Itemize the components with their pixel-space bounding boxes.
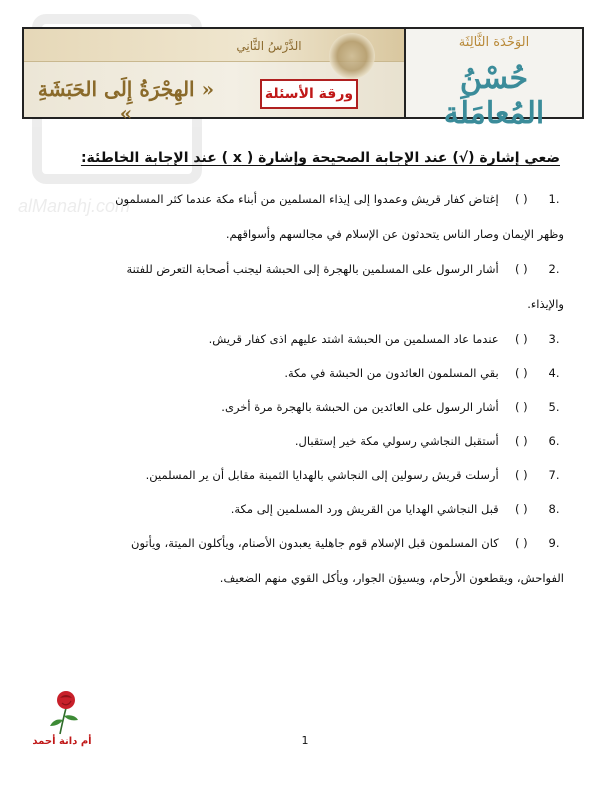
question-number: .5: [548, 400, 560, 414]
answer-blank[interactable]: ( ): [515, 192, 528, 206]
answer-blank[interactable]: ( ): [515, 502, 528, 516]
question-number: .2: [548, 262, 560, 276]
question-text: كان المسلمون قبل الإسلام قوم جاهلية يعبدون الأصنام، ويأكلون الميتة، ويأتون: [131, 536, 499, 550]
author-signature: أم دانة أحمد: [32, 736, 92, 747]
answer-blank[interactable]: ( ): [515, 366, 528, 380]
question-text: أستقبل النجاشي رسولي مكة خير إستقبال.: [294, 434, 499, 448]
unit-label: الوَحْدَة الثَّالِثَة: [458, 35, 530, 50]
question-8: [30, 492, 564, 526]
lesson-header: [22, 27, 584, 131]
question-9-continuation: الفواحش، ويقطعون الأرحام، ويسيؤن الجوار، ويأكل القوي منهم الضعيف.: [219, 571, 564, 585]
question-5: [30, 390, 564, 424]
question-number: .6: [548, 434, 560, 448]
question-9: [30, 526, 564, 560]
rose-icon: [36, 686, 92, 736]
question-number: .7: [548, 468, 560, 482]
question-number: .8: [548, 502, 560, 516]
instruction-text: ضعي إشارة (√) عند الإجابة الصحيحة وإشارة ( x ) عند الإجابة الخاطئة:: [80, 150, 560, 166]
watermark-text: alManahj.com: [18, 196, 131, 216]
answer-blank[interactable]: ( ): [515, 332, 528, 346]
answer-blank[interactable]: ( ): [515, 400, 528, 414]
question-text: إغتاض كفار قريش وعمدوا إلى إيذاء المسلمين من أبناء مكة عندما كثر المسلمون: [115, 192, 499, 206]
question-text: أشار الرسول على العائدين من الحبشة بالهجرة مرة أخرى.: [221, 400, 499, 414]
answer-blank[interactable]: ( ): [515, 262, 528, 276]
unit-title: حُسْنُ المُعامَلَة: [443, 61, 545, 131]
question-sheet-badge: [260, 79, 358, 109]
question-number: .1: [548, 192, 560, 206]
ornament-icon: [329, 33, 375, 79]
question-3: [30, 322, 564, 356]
question-7: [30, 458, 564, 492]
unit-banner: [406, 29, 582, 131]
question-text: أشار الرسول على المسلمين بالهجرة إلى الحبشة ليجنب أصحابة التعرض للفتنة: [126, 262, 499, 276]
question-text: عندما عاد المسلمين من الحبشة اشتد عليهم اذى كفار قريش.: [208, 332, 499, 346]
questions-list: [30, 182, 564, 596]
question-number: .9: [548, 536, 560, 550]
question-2-continuation: والإيذاء.: [527, 297, 564, 311]
question-number: .4: [548, 366, 560, 380]
question-1: [30, 182, 564, 216]
question-text: بقي المسلمون العائدون من الحبشة في مكة.: [284, 366, 499, 380]
answer-blank[interactable]: ( ): [515, 468, 528, 482]
question-text: أرسلت قريش رسولين إلى النجاشي بالهدايا الثمينة مقابل أن ير المسلمين.: [145, 468, 499, 482]
question-text: قبل النجاشي الهدايا من القريش ورد المسلمين إلى مكة.: [230, 502, 499, 516]
answer-blank[interactable]: ( ): [515, 536, 528, 550]
answer-blank[interactable]: ( ): [515, 434, 528, 448]
question-2: [30, 252, 564, 286]
question-sheet-label: ورقة الأسئلة: [264, 86, 354, 102]
question-6: [30, 424, 564, 458]
page-number: 1: [301, 734, 309, 747]
lesson-title: « الهِجْرَةُ إِلَى الحَبَشَةِ »: [37, 77, 215, 125]
lesson-banner: [24, 29, 406, 125]
question-number: .3: [548, 332, 560, 346]
question-4: [30, 356, 564, 390]
question-1-continuation: وظهر الإيمان وصار الناس يتحدثون عن الإسلام في مجالسهم وأسواقهم.: [225, 227, 564, 241]
lesson-number: الدَّرْسُ الثَّانِي: [236, 39, 302, 53]
